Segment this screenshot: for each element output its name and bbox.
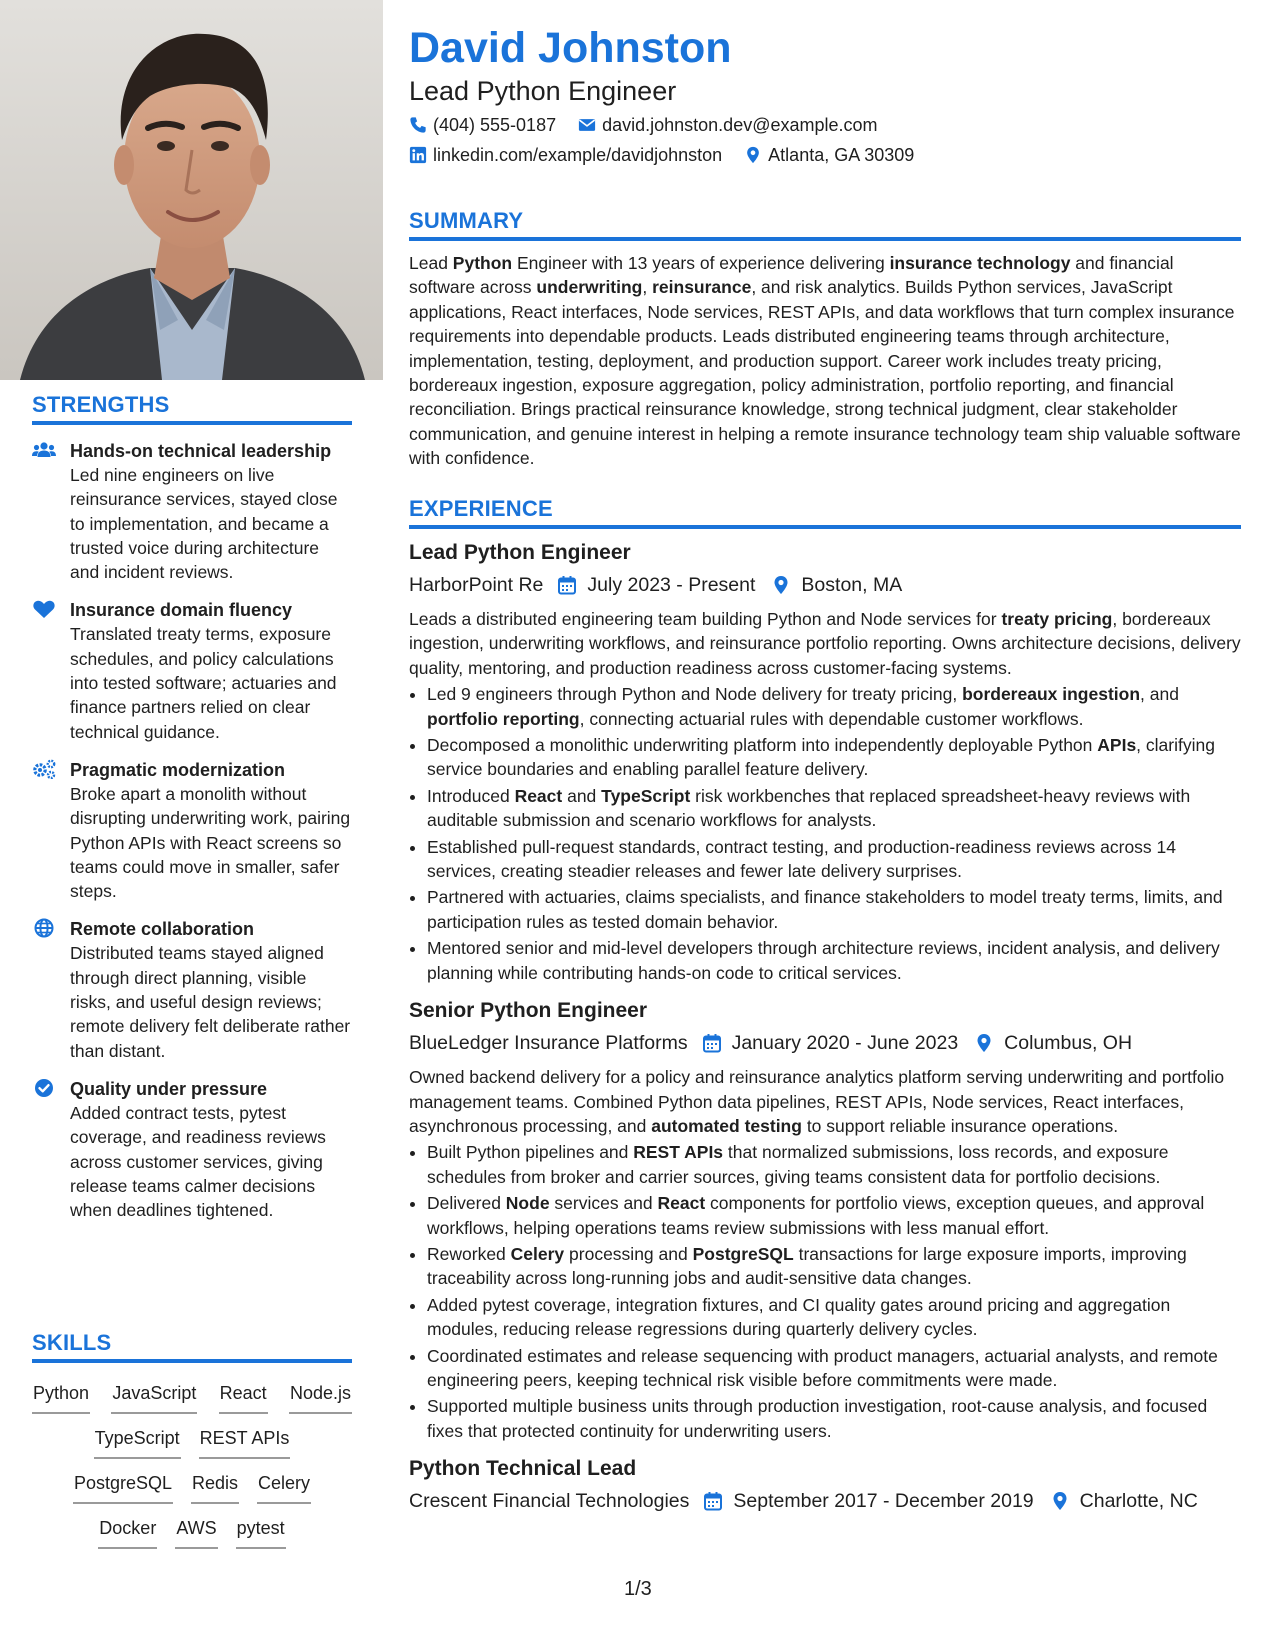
strength-item — [32, 439, 352, 584]
job-description: Leads a distributed engineering team building Python and Node services for treaty pricing, bordereaux ingestion, underwriting workflows, and reinsurance portfolio reporting. Owns architecture decisions, delivery quality, mentoring, and production readiness across customer-facing systems. — [409, 609, 1241, 678]
experience-section — [409, 496, 1241, 1515]
strength-text: Added contract tests, pytest coverage, and readiness reviews across customer services, giving release teams calmer decisions when deadlines tightened. — [70, 1102, 326, 1221]
phone-icon — [409, 116, 427, 134]
job-description: Owned backend delivery for a policy and reinsurance analytics platform serving underwriting and portfolio management teams. Combined Python data pipelines, REST APIs, Node services, React interfaces, asynchronous processing, and automated testing to support reliable insurance operations. — [409, 1067, 1225, 1136]
contact-line-1 — [409, 113, 878, 137]
email-icon — [578, 116, 596, 134]
candidate-title: Lead Python Engineer — [409, 76, 677, 106]
skills-list — [32, 1381, 352, 1561]
job-entry — [409, 997, 1241, 1443]
location-pin-icon — [1050, 1491, 1070, 1511]
gears-icon — [32, 759, 56, 779]
strength-item — [32, 917, 352, 1062]
check-circle-icon — [32, 1078, 56, 1098]
location-pin-icon — [744, 146, 762, 164]
strength-title: Insurance domain fluency — [70, 600, 293, 621]
skills-row — [32, 1381, 352, 1426]
skills-row — [32, 1516, 352, 1561]
job-title: Python Technical Lead — [409, 1457, 637, 1481]
bullet-item: • Decomposed a monolithic underwriting platform into independently deployable Python APIs, clarifying service boundaries and enabling parallel feature delivery. — [427, 733, 1241, 782]
skill-tag: REST APIs — [199, 1426, 291, 1459]
bullet-item: • Established pull-request standards, contract testing, and production-readiness reviews across 14 services, creating steadier releases and fewer late delivery surprises. — [427, 835, 1241, 884]
heart-icon — [32, 599, 56, 619]
job-bullets — [409, 682, 1241, 985]
experience-heading: EXPERIENCE — [409, 496, 1241, 529]
bullet-item: • Led 9 engineers through Python and Node delivery for treaty pricing, bordereaux ingestion, and portfolio reporting, connecting actuarial rules with dependable customer workflows. — [427, 682, 1241, 731]
job-location: Charlotte, NC — [1079, 1490, 1198, 1513]
strength-text: Translated treaty terms, exposure schedules, and policy calculations into tested software; actuaries and finance partners relied on clear technical guidance. — [70, 624, 337, 742]
skill-tag: AWS — [175, 1516, 217, 1549]
sidebar — [0, 0, 383, 1650]
skills-row — [32, 1471, 352, 1516]
location-pin-icon — [974, 1033, 994, 1053]
skill-tag: JavaScript — [111, 1381, 197, 1414]
skill-tag: pytest — [236, 1516, 286, 1549]
strength-item — [32, 758, 352, 903]
strength-text: Broke apart a monolith without disrupting underwriting work, pairing Python APIs with React screens so teams could move in smaller, safer steps. — [70, 783, 351, 902]
job-entry — [409, 539, 1241, 985]
company-name: HarborPoint Re — [409, 574, 544, 596]
location-text: Atlanta, GA 30309 — [768, 145, 915, 165]
company-name: BlueLedger Insurance Platforms — [409, 1032, 688, 1055]
strength-text: Led nine engineers on live reinsurance services, stayed close to implementation, and became a trusted voice during architecture and incident reviews. — [70, 465, 338, 583]
bullet-item: • Mentored senior and mid-level developers through architecture reviews, incident analysis, and delivery planning while contributing hands-on code to critical services. — [427, 936, 1241, 985]
calendar-icon — [702, 1033, 722, 1053]
skill-tag: Python — [32, 1381, 90, 1414]
strengths-section — [32, 392, 352, 1222]
page-number: 1/3 — [624, 1578, 652, 1600]
linkedin-icon — [409, 146, 427, 164]
calendar-icon — [703, 1491, 723, 1511]
linkedin-link[interactable]: linkedin.com/example/davidjohnston — [433, 145, 723, 165]
job-location: Columbus, OH — [1004, 1032, 1133, 1055]
portrait-illustration — [0, 0, 383, 380]
job-dates: July 2023 - Present — [587, 574, 756, 596]
bullet-item: • Delivered Node services and React components for portfolio views, exception queues, and approval workflows, helping operations teams review submissions with less manual effort. — [427, 1191, 1241, 1240]
contact-line-2 — [409, 143, 914, 167]
skill-tag: Node.js — [289, 1381, 352, 1414]
skills-row — [32, 1426, 352, 1471]
bullet-item: • Supported multiple business units through production investigation, root-cause analysis, and focused fixes that protected continuity for underwriting users. — [427, 1394, 1241, 1443]
skill-tag: PostgreSQL — [73, 1471, 173, 1504]
strength-item — [32, 598, 352, 743]
bullet-item: • Added pytest coverage, integration fixtures, and CI quality gates around pricing and aggregation modules, reducing release regressions during quarterly delivery cycles. — [427, 1293, 1241, 1342]
profile-photo — [0, 0, 383, 380]
company-name: Crescent Financial Technologies — [409, 1490, 690, 1513]
job-title: Senior Python Engineer — [409, 999, 648, 1023]
skills-heading: SKILLS — [32, 1330, 352, 1363]
summary-text: Lead Python Engineer with 13 years of experience delivering insurance technology and financial software across underwriting, reinsurance, and risk analytics. Builds Python services, JavaScript applications, React interfaces, Node services, REST APIs, and data workflows that turn complex insurance requirements into dependable products. Leads distributed engineering teams through architecture, implementation, testing, deployment, and production support. Career work includes treaty pricing, bordereaux ingestion, exposure aggregation, policy administration, portfolio reporting, and financial reconciliation. Brings practical reinsurance knowledge, strong technical judgment, clear stakeholder communication, and genuine interest in helping a remote insurance technology team ship valuable software with confidence. — [409, 253, 1241, 469]
skills-section — [32, 1330, 352, 1561]
job-meta — [409, 571, 1241, 599]
location-pin-icon — [771, 575, 791, 595]
strength-title: Hands-on technical leadership — [70, 441, 332, 461]
summary-heading: SUMMARY — [409, 208, 1241, 241]
bullet-item: • Coordinated estimates and release sequencing with product managers, actuarial analysts, and remote engineering peers, keeping technical risk visible before commitments were made. — [427, 1344, 1241, 1393]
strength-title: Remote collaboration — [70, 919, 255, 940]
job-location: Boston, MA — [801, 574, 903, 596]
bullet-item: • Introduced React and TypeScript risk workbenches that replaced spreadsheet-heavy reviews with auditable submission and scenario workflows for analysts. — [427, 784, 1241, 833]
job-entry — [409, 1455, 1241, 1515]
job-bullets — [409, 1140, 1241, 1443]
job-title: Lead Python Engineer — [409, 541, 631, 564]
job-meta — [409, 1487, 1241, 1515]
skill-tag: TypeScript — [94, 1426, 181, 1459]
skill-tag: Redis — [191, 1471, 239, 1504]
users-icon — [32, 440, 56, 460]
skill-tag: React — [219, 1381, 268, 1414]
phone-number[interactable]: (404) 555-0187 — [433, 115, 557, 135]
strength-title: Pragmatic modernization — [70, 759, 286, 780]
skill-tag: Docker — [98, 1516, 157, 1549]
strengths-heading: STRENGTHS — [32, 392, 352, 425]
bullet-item: • Built Python pipelines and REST APIs that normalized submissions, loss records, and exposure schedules from broker and carrier sources, giving teams consistent data for portfolio decisions. — [427, 1140, 1241, 1189]
bullet-item: • Reworked Celery processing and PostgreSQL transactions for large exposure imports, improving traceability across long-running jobs and audit-sensitive data changes. — [427, 1242, 1241, 1291]
bullet-item: • Partnered with actuaries, claims specialists, and finance stakeholders to model treaty terms, limits, and participation rules as tested domain behavior. — [427, 885, 1241, 934]
strength-item — [32, 1077, 352, 1222]
skill-tag: Celery — [257, 1471, 311, 1504]
strength-title: Quality under pressure — [70, 1078, 268, 1099]
candidate-name: David Johnston — [409, 24, 732, 72]
job-meta — [409, 1029, 1241, 1057]
job-dates: January 2020 - June 2023 — [731, 1032, 959, 1055]
globe-icon — [32, 918, 56, 938]
strength-text: Distributed teams stayed aligned through direct planning, visible risks, and useful design reviews; remote delivery felt deliberate rather than distant. — [70, 943, 351, 1061]
summary-section — [409, 208, 1241, 471]
calendar-icon — [557, 575, 577, 595]
email-address[interactable]: david.johnston.dev@example.com — [602, 115, 878, 135]
job-dates: September 2017 - December 2019 — [733, 1490, 1034, 1513]
